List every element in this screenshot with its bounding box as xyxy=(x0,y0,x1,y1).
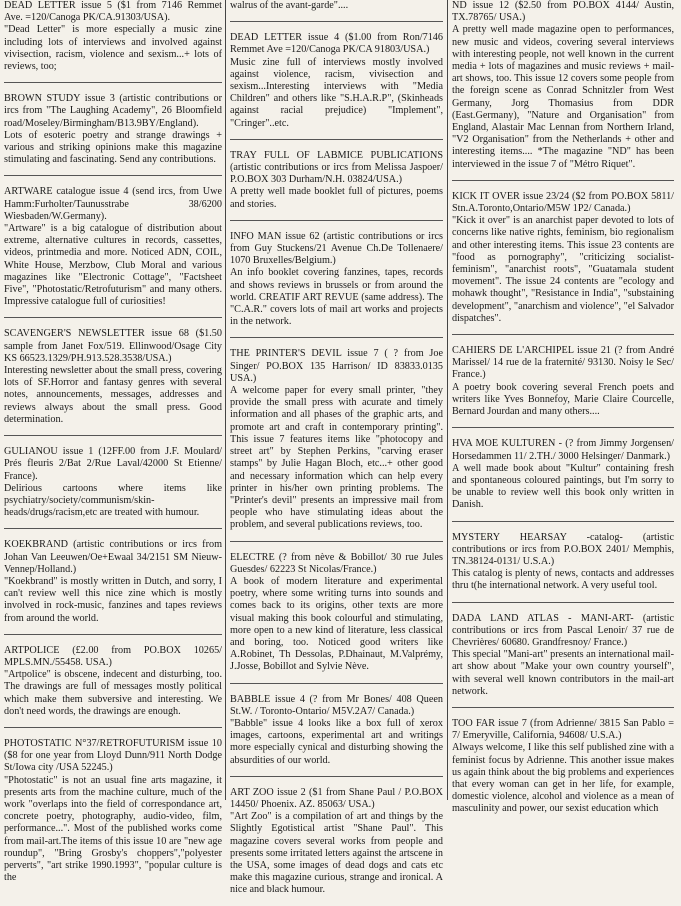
entry-body: A well made book about "Kultur" containing fresh and spontaneous coloured paintings, but I'm sorry to be unable to review well this book only written in Danish. xyxy=(452,462,674,511)
entry-heading: INFO MAN issue 62 (artistic contributions or ircs from Guy Stuckens/21 Avenue Ch.De Tollenaere/ 1070 Bruxelles/Belgium.) xyxy=(230,230,443,267)
entry-heading: KOEKBRAND (artistic contributions or ircs from Johan Van Leeuwen/Oe+Ewaal 34/2151 SM Nieuw-Vennep/Holland.) xyxy=(4,539,222,575)
entry-body: Lots of esoteric poetry and strange drawings + various and striking opinions make this magazine stimulating and fascinating. Send any contributions. xyxy=(4,129,222,166)
column-divider xyxy=(225,0,226,800)
entry-body: This special "Mani-art" presents an international mail-art show about "Make your own country yourself", with several well known contributors in the mail-art network. xyxy=(452,649,674,697)
entry-heading: PHOTOSTATIC N°37/RETROFUTURISM issue 10 ($8 for one year from Lloyd Dunn/911 North Dodge St/Iowa city /USA 52245.) xyxy=(4,737,222,774)
review-entry xyxy=(452,613,674,708)
entry-heading: MYSTERY HEARSAY -catalog- (artistic contributions or ircs from P.O.BOX 2401/ Memphis, TN.38124-0131/ U.S.A.) xyxy=(452,531,674,567)
review-entry xyxy=(4,93,222,176)
review-entry xyxy=(452,191,674,335)
continued-text: walrus of the avant-garde".... xyxy=(230,0,443,22)
entry-heading: ARTWARE catalogue issue 4 (send ircs, from Uwe Hamm:Furholter/Taunusstrabe 38/6200 Wiesbaden/W.Germany). xyxy=(4,186,222,222)
review-entry xyxy=(230,552,443,684)
entry-body: Music zine full of interviews mostly involved against violence, racism, vivisection and sexism...Interesting interviews with "Media Children" and others like "S.H.A.R.P", (Skinheads against racial prejudice) "Implement", "Cringer"..etc. xyxy=(230,56,443,129)
entry-heading: ART ZOO issue 2 ($1 from Shane Paul / P.O.BOX 14450/ Phoenix. AZ. 85063/ USA.) xyxy=(230,786,443,810)
entry-heading: GULIANOU issue 1 (12FF.00 from J.F. Moulard/ Prés fleuris 2/Bat 2/Rue Laval/42000 St Etienne/ France). xyxy=(4,446,222,482)
review-entry xyxy=(452,532,674,603)
entry-body: A pretty well made booklet full of pictures, poems and stories. xyxy=(230,186,443,210)
entry-body: A poetry book covering several French poets and writers like Yves Bonnefoy, Marie Claire Courcelle, Bernard Jourdan and many others.... xyxy=(452,381,674,418)
entry-heading: THE PRINTER'S DEVIL issue 7 ( ? from Joe Singer/ PO.BOX 135 Harrison/ ID 83833.0135 USA.) xyxy=(230,348,443,384)
entry-body: An info booklet covering fanzines, tapes, records and shows reviews in brussels or from around the world. CREATIF ART REVUE (same address). The "C.A.R." covers lots of mail art works and projects in the network. xyxy=(230,267,443,328)
entry-heading: DEAD LETTER issue 5 ($1 from 7146 Remmet Ave. =120/Canoga PK/CA.91303/USA). xyxy=(4,0,222,24)
review-entry xyxy=(230,348,443,541)
entry-body: "Artware" is a big catalogue of distribution about extreme, alternative cultures in records, cassettes, videos, printmedia and more. Noticed ADN, COIL, White House, Merzbow, Club Moral and various magazines like "Electronic Cottage", "Factsheet Five", "Photostatic/Retrofuturism" and many others. Impressive catalogue full of curiosities! xyxy=(4,223,222,308)
entry-heading: SCAVENGER'S NEWSLETTER issue 68 ($1.50 sample from Janet Fox/519. Ellinwood/Osage City KS 66523.1329/PH.913.528.3538/USA.) xyxy=(4,328,222,364)
review-entry xyxy=(230,231,443,339)
entry-body: "Artpolice" is obscene, indecent and disturbing, too. The drawings are full of messages mostly political which make them subversive and interesting. We don't need words, the drawings are enough. xyxy=(4,669,222,717)
entry-heading: HVA MOE KULTUREN - (? from Jimmy Jorgensen/ Horsedammen 11/ 2.TH./ 3000 Helsinger/ Danmark.) xyxy=(452,438,674,462)
review-entry xyxy=(452,438,674,521)
entry-heading: TRAY FULL OF LABMICE PUBLICATIONS (artistic contributions or ircs from Melissa Jaspoer/ P.O.BOX 303 Durham/N.H. 03824/USA.) xyxy=(230,149,443,186)
entry-body: A pretty well made magazine open to performances, new music and videos, covering several interviews with interesting people, not well known in the current media + lots of magazines and music reviews + mail-art shows, too. This issue 12 covers some people from the foreign scene as Conrad Schnitzler from West Germany, Jorg Thomasius from DDR (East.Germany), "Nature and Organisation" from England, Alastair Mac Lennan from Northern Irland, "V2 Organisation" from the Netherlands + other and interesting items.... *The magazine "ND" has been interviewed in the issue 7 of "Métro Riquet". xyxy=(452,24,674,170)
review-entry xyxy=(452,718,674,825)
entry-body: "Photostatic" is not an usual fine arts magazine, it presents arts from the machine culture, much of the work "overlaps into the field of correspondance art, concrete poetry, photography, audio-video, film, performance...". Most of the published works come from mail-art.The items of this issue 10 are "new age roundup", "Bring Grosby's choppers","polyester perverts", "art strike 1990.1993", "popular culture is the xyxy=(4,774,222,884)
entry-heading: BROWN STUDY issue 3 (artistic contributions or ircs from "The Laughing Academy", 26 Bloomfield road/Moseley/Birmingham/B13.9BY/England). xyxy=(4,93,222,129)
column-3 xyxy=(452,0,674,815)
entry-body: A book of modern literature and experimental poetry, where some writing turns into sounds and comes back to its origins, other texts are more visual making this book colourful and stimulating, more open to a new kind of literature, less classical and boring, too. Noticed good writers like A.Robinet, Th Dessolas, P.Dhainaut, M.Valprémy, J.Josse, Bobillot and Sylvie Nève. xyxy=(230,575,443,673)
entry-heading: KICK IT OVER issue 23/24 ($2 from PO.BOX 5811/ Stn.A.Toronto,Ontario/M5W 1P2/ Canada.) xyxy=(452,190,674,215)
review-entry xyxy=(452,345,674,428)
entry-heading: DADA LAND ATLAS - MANI-ART- (artistic contributions or ircs from Pascal Lenoir/ 37 rue de Chevrières/ 60680. Grandfresnoy/ France.) xyxy=(452,612,674,648)
column-divider xyxy=(447,0,448,800)
column-1 xyxy=(4,0,222,884)
review-entry xyxy=(230,150,443,221)
review-entry xyxy=(4,446,222,529)
review-entry xyxy=(452,0,674,181)
review-entry xyxy=(230,787,443,906)
entry-heading: ND issue 12 ($2.50 from PO.BOX 4144/ Austin, TX.78765/ USA.) xyxy=(452,0,674,24)
review-entry xyxy=(4,328,222,436)
entry-body: Interesting newsletter about the small press, covering lots of SF.Horror and fantasy genres with several notes, announcements, messages, addresses and reviews always about the small press. Good determination. xyxy=(4,365,222,425)
entry-body: This catalog is plenty of news, contacts and addresses thru t(he international network. A very useful tool. xyxy=(452,568,674,592)
review-entry xyxy=(4,645,222,728)
entry-heading: TOO FAR issue 7 (from Adrienne/ 3815 San Pablo = 7/ Emeryville, California, 94608/ U.S.A.) xyxy=(452,717,674,742)
entry-body: "Babble" issue 4 looks like a box full of xerox images, cartoons, experimental art and writings more especially cynical and disturbing showing the absurdities of our world. xyxy=(230,717,443,766)
column-2 xyxy=(230,0,443,896)
review-entry xyxy=(4,539,222,634)
entry-heading: BABBLE issue 4 (? from Mr Bones/ 408 Queen St.W. / Toronto-Ontario/ M5V.2A7/ Canada.) xyxy=(230,693,443,717)
entry-body: Always welcome, I like this self published zine with a feminist focus by Adrienne. This another issue makes us again think about the big problems and experiences that every woman can get in her life, for example, domestic violence, alcohol and violence as a mean of masculinity and power, our sexist education which xyxy=(452,742,674,815)
entry-body: A welcome paper for every small printer, "they provide the small press with acurate and timely information and all phases of the graphic arts, and promote art and craft in contemporary printing". This issue 7 features items like "photocopy and street art" by Stephen Perkins, "carving eraser stamps" by Julie Hagan Bloch, etc...+ other good and necessary information which can help every printer in his/her own printing problems. The "Printer's devil" presents an impressive mail from people who have stimulating ideas about the problem, and several publications reviews, too. xyxy=(230,385,443,531)
entry-body: Delirious cartoons where items like psychiatry/society/communism/skin-heads/drugs/racism,etc are treated with humour. xyxy=(4,482,222,519)
entry-body: "Art Zoo" is a compilation of art and things by the Slightly Egotistical artist "Shane Paul". This magazine covers several works from people and presents some irritated letters against the artscene in the USA, some images of dead dogs and cats etc make this magazine curious, strange and ironical. A nice and black humour. xyxy=(230,811,443,896)
review-entry xyxy=(230,32,443,140)
review-entry xyxy=(230,694,443,777)
entry-heading: DEAD LETTER issue 4 ($1.00 from Ron/7146 Remmet Ave =120/Canoga PK/CA 91803/USA.) xyxy=(230,32,443,56)
entry-heading: CAHIERS DE L'ARCHIPEL issue 21 (? from André Marissel/ 14 rue de la fraternité/ 93130. Noisy le Sec/ France.) xyxy=(452,345,674,381)
entry-heading: ARTPOLICE (£2.00 from PO.BOX 10265/ MPLS.MN./55458. USA.) xyxy=(4,644,222,668)
review-entry xyxy=(4,738,222,893)
review-entry xyxy=(4,0,222,83)
entry-body: "Koekbrand" is mostly written in Dutch, and sorry, I can't review well this nice zine which is mostly involved in rock-music, fanzines and tapes reviews from around the world. xyxy=(4,575,222,624)
entry-body: "Dead Letter" is more especially a music zine including lots of interviews and involved against vivisection, racism, violence and sexism...+ lots of reviews, too; xyxy=(4,24,222,73)
review-entry xyxy=(4,186,222,318)
entry-body: "Kick it over" is an anarchist paper devoted to lots of concerns like native rights, feminism, bio regionalism and other interesting items. This issue 23 contents are "food as pornography", "criticizing socialist-feminism", "anarchist roots", "Guatamala student movement". The issue 24 contents are "ecology and mohawk thought", "Resistance in India", "substaining development", "anarchism and violence", "el Salvador dispatches". xyxy=(452,215,674,324)
entry-heading: ELECTRE (? from nève & Bobillot/ 30 rue Jules Guesdes/ 62223 St Nicolas/France.) xyxy=(230,551,443,575)
